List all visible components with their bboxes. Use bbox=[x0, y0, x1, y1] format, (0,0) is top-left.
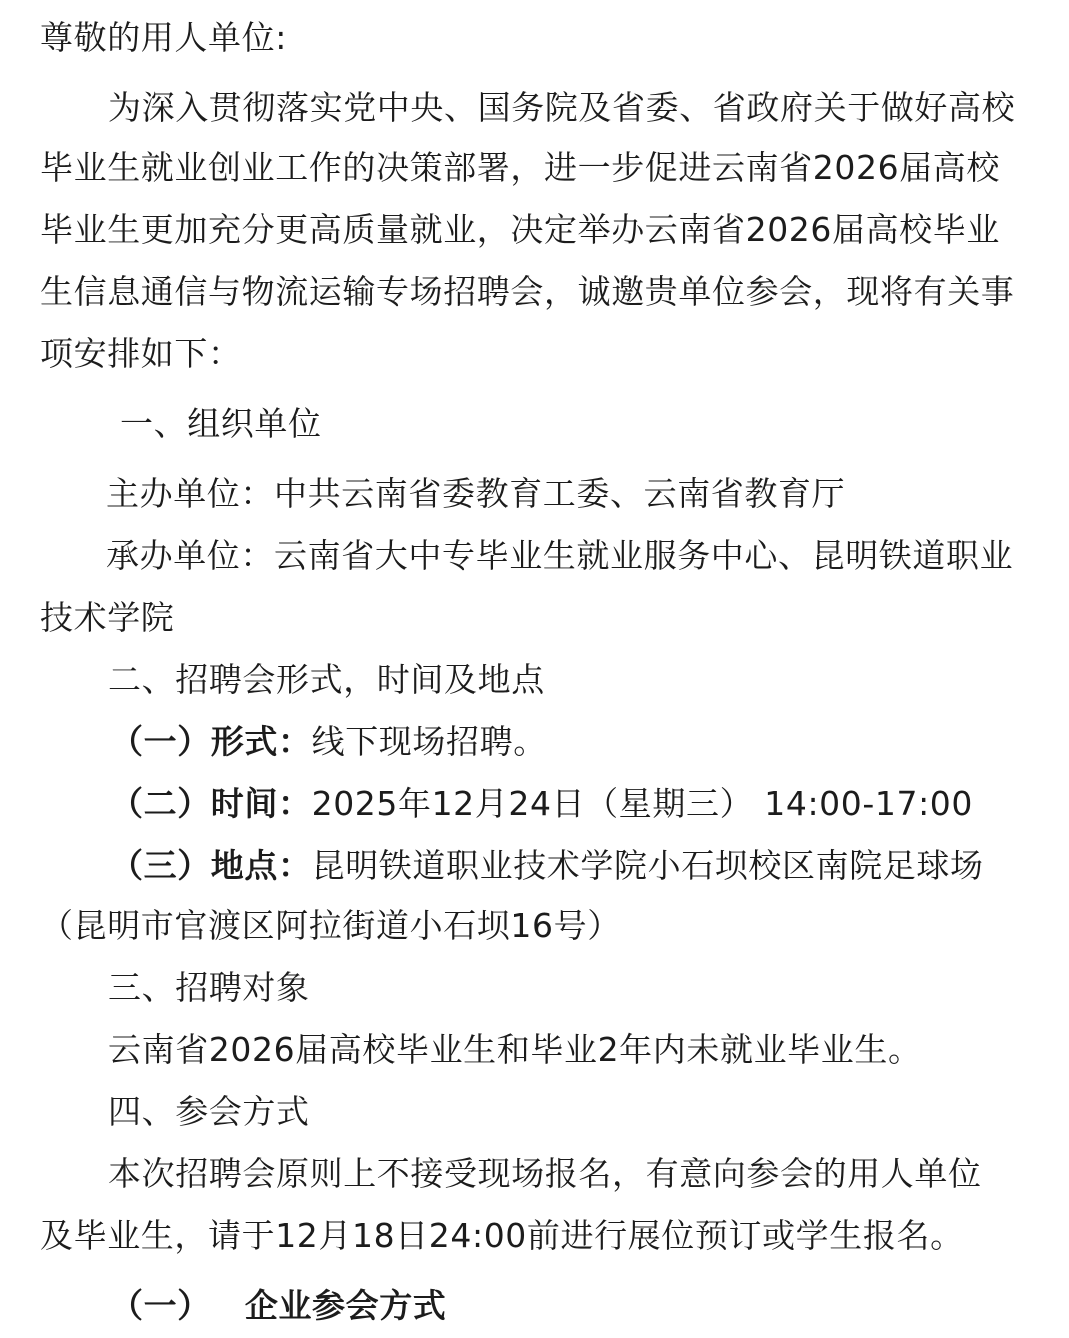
organizer-unit-line-1: 承办单位：云南省大中专毕业生就业服务中心、昆明铁道职业 bbox=[106, 536, 1014, 575]
place-value: 昆明铁道职业技术学院小石坝校区南院足球场 bbox=[311, 846, 984, 885]
place-address: （昆明市官渡区阿拉街道小石坝16号） bbox=[40, 906, 621, 945]
salutation: 尊敬的用人单位: bbox=[40, 18, 287, 57]
host-unit: 主办单位：中共云南省委教育工委、云南省教育厅 bbox=[106, 474, 846, 513]
form-row bbox=[110, 722, 547, 762]
section-4-heading: 四、参会方式 bbox=[108, 1092, 310, 1131]
section-4-body-line-1: 本次招聘会原则上不接受现场报名，有意向参会的用人单位 bbox=[108, 1154, 982, 1193]
place-row bbox=[110, 846, 984, 886]
intro-line-1: 为深入贯彻落实党中央、国务院及省委、省政府关于做好高校 bbox=[108, 88, 1016, 127]
sub-1-label: （一） bbox=[110, 1286, 211, 1325]
section-3-heading: 三、招聘对象 bbox=[108, 968, 310, 1007]
form-value: 线下现场招聘。 bbox=[311, 722, 547, 761]
intro-line-5: 项安排如下： bbox=[40, 334, 242, 373]
time-value: 2025年12月24日（星期三） 14:00-17:00 bbox=[311, 784, 973, 823]
sub-1-title: 企业参会方式 bbox=[244, 1286, 447, 1325]
section-2-heading: 二、招聘会形式，时间及地点 bbox=[108, 660, 545, 699]
place-label: （三）地点： bbox=[110, 846, 312, 885]
section-1-heading: 一、组织单位 bbox=[120, 404, 322, 443]
time-row bbox=[110, 784, 973, 824]
organizer-unit-line-2: 技术学院 bbox=[40, 598, 175, 637]
intro-line-3: 毕业生更加充分更高质量就业，决定举办云南省2026届高校毕业 bbox=[40, 210, 1000, 249]
intro-line-4: 生信息通信与物流运输专场招聘会，诚邀贵单位参会，现将有关事 bbox=[40, 272, 1015, 311]
form-label: （一）形式： bbox=[110, 722, 312, 761]
intro-line-2: 毕业生就业创业工作的决策部署，进一步促进云南省2026届高校 bbox=[40, 148, 1000, 187]
section-3-body: 云南省2026届高校毕业生和毕业2年内未就业毕业生。 bbox=[108, 1030, 922, 1069]
section-4-body-line-2: 及毕业生，请于12月18日24:00前进行展位预订或学生报名。 bbox=[40, 1216, 964, 1255]
time-label: （二）时间： bbox=[110, 784, 312, 823]
enterprise-participation-row bbox=[110, 1286, 446, 1326]
